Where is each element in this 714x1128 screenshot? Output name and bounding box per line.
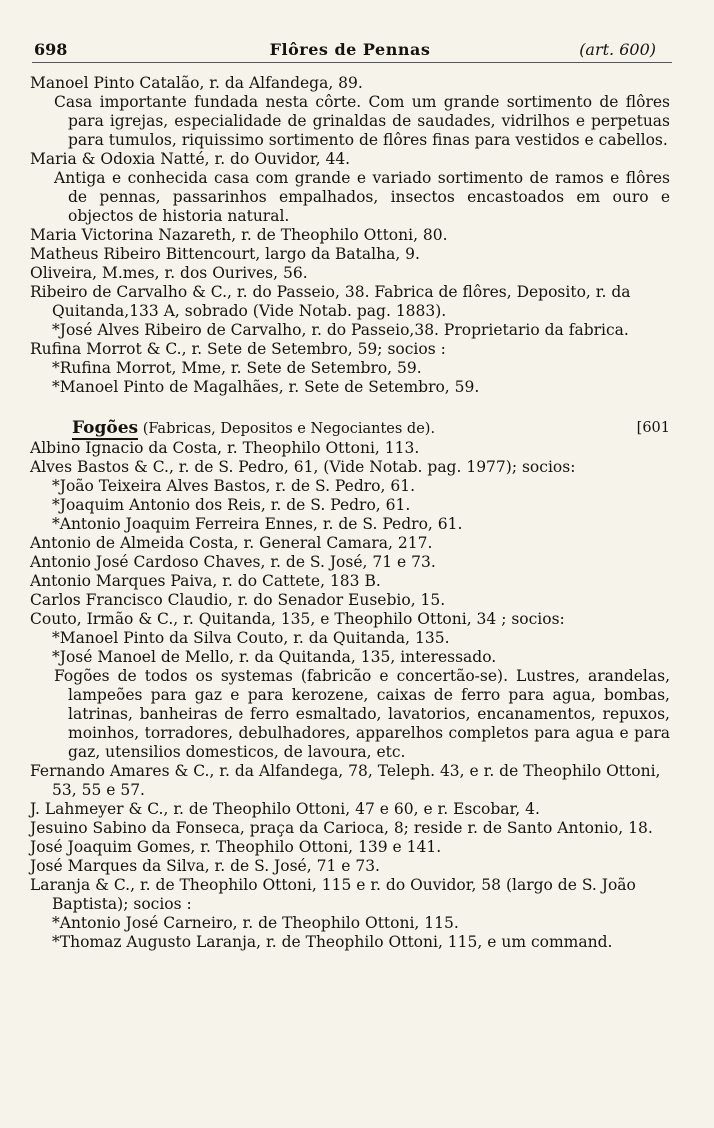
entry-address: , r. de Theophilo Ottoni, 115 e r. do Ouvidor, 58 (largo de S. João Baptista); socios : [52, 876, 636, 913]
entry-name: Maria Victorina Nazareth [30, 226, 232, 244]
entry-name: Carlos Francisco Claudio [30, 591, 228, 609]
partner-entry: *João Teixeira Alves Bastos, r. de S. Pedro, 61. [52, 477, 416, 495]
article-reference: (art. 600) [579, 40, 656, 59]
partner-entry: *Rufina Morrot, Mme, r. Sete de Setembro, 59. [52, 359, 422, 377]
directory-entry [30, 800, 670, 819]
entry-address: , r. do Cattete, 183 B. [212, 572, 381, 590]
entry-address: , r. dos Ourives, 56. [154, 264, 308, 282]
directory-entry [30, 819, 670, 838]
entry-address: , r. Theophilo Ottoni, 139 e 141. [190, 838, 442, 856]
partner-entry: *Antonio José Carneiro, r. de Theophilo Ottoni, 115. [52, 914, 459, 932]
directory-entry [30, 591, 670, 610]
directory-entry [30, 857, 670, 876]
entry-name: Ribeiro de Carvalho & C. [30, 283, 228, 301]
entry-name: J. Lahmeyer & C. [30, 800, 164, 818]
directory-entry [30, 150, 670, 169]
entry-description: Casa importante fundada nesta côrte. Com um grande sortimento de flôres para igrejas, especialidade de grinaldas de saudades, vidrilhos e perpetuas para tumulos, riquissimo sortimento de flôres finas para vestidos e cabellos. [54, 93, 670, 149]
page-content [30, 74, 670, 952]
entry-name: José Joaquim Gomes [30, 838, 191, 856]
entry-name: Matheus Ribeiro Bittencourt [30, 245, 256, 263]
entry-name: Fernando Amares & C. [30, 762, 210, 780]
directory-entry [30, 572, 670, 591]
directory-entry [30, 876, 670, 914]
entry-name: Laranja & C. [30, 876, 131, 894]
entry-name: Alves Bastos & C. [30, 458, 169, 476]
entry-address: , r. de S. José, 71 e 73. [260, 553, 436, 571]
entry-description: Antiga e conhecida casa com grande e variado sortimento de ramos e flôres de pennas, passarinhos empalhados, insectos encastoados em ouro e objectos de historia natural. [54, 169, 670, 225]
partner-entry: *Manoel Pinto de Magalhães, r. Sete de Setembro, 59. [52, 378, 480, 396]
running-title: Flôres de Pennas [269, 40, 431, 59]
directory-entry [30, 245, 670, 264]
directory-entry [30, 553, 670, 572]
entry-address: , r. de S. Pedro, 61, (Vide Notab. pag. 1977); socios: [168, 458, 576, 476]
entry-address: , r. do Passeio, 38. Fabrica de flôres, Deposito, r. da Quitanda,133 A, sobrado (Vide Notab. pag. 1883). [52, 283, 631, 320]
directory-entry [30, 458, 670, 477]
entry-address: , largo da Batalha, 9. [255, 245, 420, 263]
entry-address: , r. Quitanda, 135, e Theophilo Ottoni, 34 ; socios: [173, 610, 565, 628]
directory-entry [30, 74, 670, 93]
fogoes-list [30, 439, 670, 952]
entry-name: Albino Ignacio da Costa [30, 439, 218, 457]
directory-entry [30, 283, 670, 321]
partner-entry: *José Manoel de Mello, r. da Quitanda, 135, interessado. [52, 648, 497, 666]
entry-address: , r. da Alfandega, 89. [199, 74, 363, 92]
entry-name: Couto, Irmão & C. [30, 610, 174, 628]
section-number: [601 [636, 420, 670, 436]
directory-entry [30, 226, 670, 245]
directory-entry [30, 340, 670, 359]
entry-address: , r. do Ouvidor, 44. [204, 150, 351, 168]
page-header [34, 34, 666, 60]
entry-name: José Marques da Silva [30, 857, 205, 875]
entry-name: Maria & Odoxia Natté [30, 150, 205, 168]
directory-entry [30, 264, 670, 283]
entry-name: Antonio Marques Paiva [30, 572, 213, 590]
flores-de-pennas-list [30, 74, 670, 397]
entry-address: , r. da Alfandega, 78, Teleph. 43, e r. de Theophilo Ottoni, 53, 55 e 57. [52, 762, 661, 799]
entry-name: Manoel Pinto Catalão [30, 74, 200, 92]
entry-name: Rufina Morrot & C. [30, 340, 182, 358]
entry-name: Antonio de Almeida Costa [30, 534, 234, 552]
directory-entry [30, 610, 670, 629]
entry-address: , r. de Theophilo Ottoni, 80. [231, 226, 448, 244]
partner-entry: *Joaquim Antonio dos Reis, r. de S. Pedro, 61. [52, 496, 411, 514]
entry-address: , r. de Theophilo Ottoni, 47 e 60, e r. Escobar, 4. [163, 800, 540, 818]
section-title: Fogões [72, 418, 139, 438]
partner-entry: *Thomaz Augusto Laranja, r. de Theophilo Ottoni, 115, e um command. [52, 933, 613, 951]
entry-address: , r. de S. José, 71 e 73. [204, 857, 380, 875]
entry-address: , r. Sete de Setembro, 59; socios : [181, 340, 446, 358]
partner-entry: *Antonio Joaquim Ferreira Ennes, r. de S. Pedro, 61. [52, 515, 463, 533]
page-number: 698 [34, 40, 68, 59]
directory-entry [30, 439, 670, 458]
directory-entry [30, 838, 670, 857]
entry-address: , r. General Camara, 217. [233, 534, 433, 552]
section-heading [30, 419, 670, 439]
entry-address: , r. Theophilo Ottoni, 113. [217, 439, 420, 457]
section-subtitle: (Fabricas, Depositos e Negociantes de). [138, 421, 436, 437]
partner-entry: *Manoel Pinto da Silva Couto, r. da Quitanda, 135. [52, 629, 450, 647]
entry-address: , r. do Senador Eusebio, 15. [227, 591, 446, 609]
entry-name: Jesuino Sabino da Fonseca [30, 819, 240, 837]
directory-entry [30, 762, 670, 800]
partner-entry: *José Alves Ribeiro de Carvalho, r. do Passeio,38. Proprietario da fabrica. [52, 321, 629, 339]
entry-address: , praça da Carioca, 8; reside r. de Santo Antonio, 18. [239, 819, 653, 837]
entry-name: Oliveira, M.mes [30, 264, 155, 282]
entry-name: Antonio José Cardoso Chaves [30, 553, 261, 571]
header-rule [32, 62, 672, 63]
entry-description: Fogões de todos os systemas (fabricão e concertão-se). Lustres, arandelas, lampeões para gaz e para kerozene, caixas de ferro para agua, bombas, latrinas, banheiras de ferro esmaltado, lavatorios, encanamentos, repuxos, moinhos, torradores, debulhadores, apparelhos completos para agua e para gaz, utensilios domesticos, de lavoura, etc. [54, 667, 670, 761]
directory-entry [30, 534, 670, 553]
